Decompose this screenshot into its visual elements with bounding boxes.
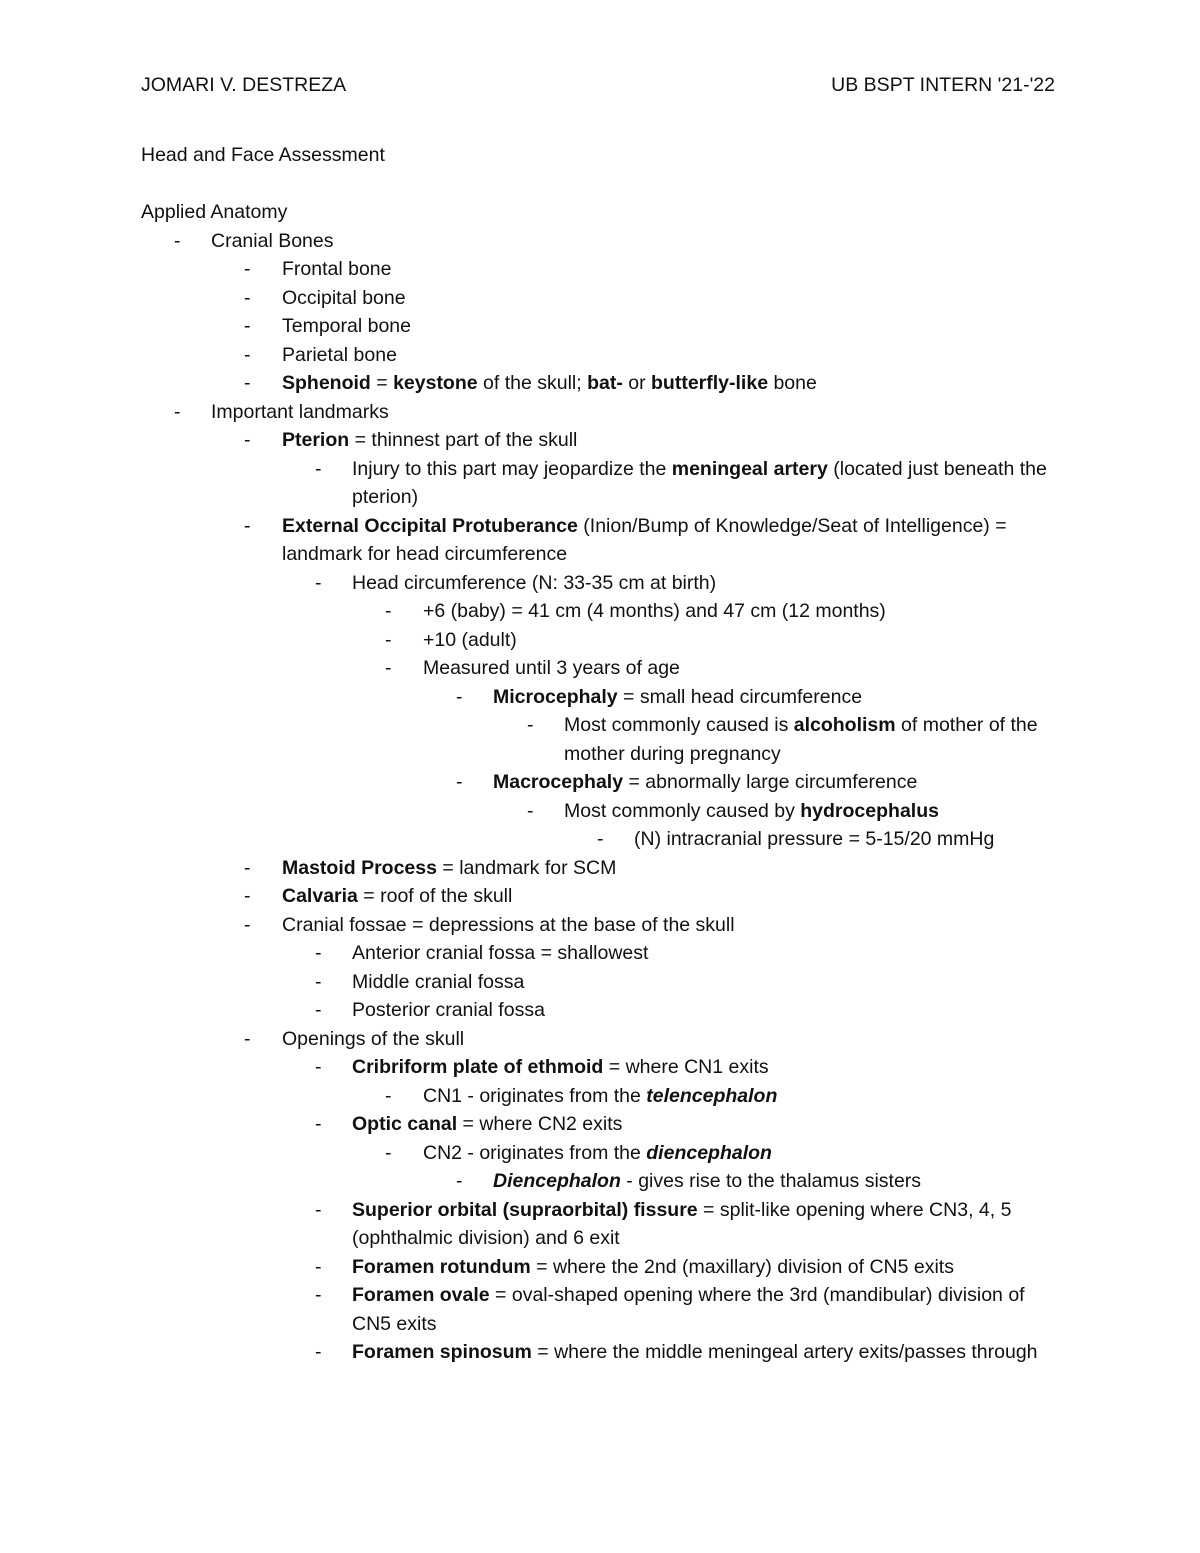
- bullet-dash: -: [244, 429, 251, 451]
- bullet-dash: -: [244, 913, 251, 936]
- bullet-dash: -: [456, 771, 463, 793]
- bullet-dash: -: [385, 1084, 392, 1107]
- bullet-dash: -: [385, 1141, 392, 1164]
- outline-item: [141, 1082, 1061, 1111]
- text-run: CN2 - originates from the: [423, 1141, 647, 1164]
- text-run: = where CN2 exits: [457, 1113, 623, 1135]
- emphasis-term: telencephalon: [646, 1084, 778, 1107]
- bold-term: Foramen rotundum: [352, 1255, 531, 1278]
- outline-item-text: [282, 312, 1061, 341]
- text-run: Applied Anatomy: [141, 201, 288, 223]
- text-run: Head circumference (N: 33-35 cm at birth): [352, 571, 717, 594]
- text-run: or: [622, 372, 652, 394]
- text-run: Occipital bone: [282, 286, 406, 309]
- outline-item: [141, 683, 1061, 712]
- text-run: Most commonly caused is: [564, 714, 794, 736]
- outline-item: [141, 626, 1061, 655]
- text-run: (located just beneath the pterion): [352, 457, 1047, 508]
- outline-item-text: [282, 341, 1061, 370]
- outline-item-text: [352, 569, 1061, 598]
- text-run: Frontal bone: [282, 258, 392, 280]
- outline-item-text: [352, 968, 1061, 997]
- outline-item-text: [352, 939, 1061, 968]
- outline-item-text: [493, 768, 1061, 797]
- emphasis-term: diencephalon: [646, 1141, 772, 1164]
- outline-item: [141, 398, 1061, 427]
- bold-term: Foramen ovale: [352, 1284, 490, 1306]
- outline-item: [141, 968, 1061, 997]
- outline-item-text: [282, 512, 1061, 569]
- outline-item: [141, 854, 1061, 883]
- bold-term: Calvaria: [282, 885, 358, 907]
- text-run: (Inion/Bump of Knowledge/Seat of Intelligence) = landmark for head circumference: [282, 514, 1007, 565]
- outline-item: [141, 1167, 1061, 1196]
- outline-item: [141, 1053, 1061, 1082]
- outline-item-text: [352, 1281, 1061, 1338]
- outline-item-text: [352, 1338, 1061, 1367]
- bullet-dash: -: [315, 1341, 322, 1363]
- bold-term: Cribriform plate of ethmoid: [352, 1056, 604, 1078]
- bold-term: Superior orbital (supraorbital) fissure: [352, 1198, 698, 1221]
- outline-item-text: [282, 911, 1061, 940]
- outline-item-text: [423, 1082, 1061, 1111]
- bullet-dash: -: [244, 856, 251, 879]
- outline-item: [141, 1253, 1061, 1282]
- bullet-dash: -: [315, 1198, 322, 1221]
- text-run: Parietal bone: [282, 343, 397, 366]
- outline-item: [141, 1110, 1061, 1139]
- bullet-dash: -: [244, 1027, 251, 1050]
- outline-item: [141, 768, 1061, 797]
- text-run: Cranial fossae = depressions at the base of the skull: [282, 913, 735, 936]
- bullet-dash: -: [315, 1255, 322, 1278]
- outline-item-text: [282, 369, 1061, 398]
- text-run: of mother of the mother during pregnancy: [564, 714, 1038, 765]
- outline-item: [141, 825, 1061, 854]
- outline-item-text: [141, 198, 1061, 227]
- text-run: - gives rise to the thalamus sisters: [620, 1170, 922, 1192]
- bullet-dash: -: [385, 657, 392, 679]
- outline-item-text: [282, 255, 1061, 284]
- outline-item: [141, 569, 1061, 598]
- outline-item: [141, 939, 1061, 968]
- bullet-dash: -: [244, 372, 251, 394]
- text-run: = abnormally large circumference: [623, 771, 918, 793]
- text-run: Openings of the skull: [282, 1027, 465, 1050]
- outline-item: [141, 996, 1061, 1025]
- bullet-dash: -: [456, 685, 463, 708]
- bold-term: butterfly-like: [651, 372, 769, 394]
- text-run: = roof of the skull: [357, 885, 513, 907]
- text-run: Measured until 3 years of age: [423, 657, 680, 679]
- outline-item-text: [423, 597, 1061, 626]
- text-run: Most commonly caused by: [564, 799, 801, 822]
- outline-item: [141, 198, 1061, 227]
- outline-item-text: [423, 654, 1061, 683]
- text-run: Posterior cranial fossa: [352, 999, 545, 1021]
- bullet-dash: -: [244, 343, 251, 366]
- text-run: = split-like opening where CN3, 4, 5 (ophthalmic division) and 6 exit: [352, 1198, 1012, 1249]
- text-run: +6 (baby) = 41 cm (4 months) and 47 cm (12 months): [423, 600, 886, 622]
- bold-term: Foramen spinosum: [352, 1341, 532, 1363]
- outline-item: [141, 911, 1061, 940]
- text-run: Anterior cranial fossa = shallowest: [352, 942, 649, 964]
- bold-term: Sphenoid: [282, 372, 371, 394]
- outline-item: [141, 284, 1061, 313]
- outline-item: [141, 882, 1061, 911]
- bold-term: Optic canal: [352, 1113, 458, 1135]
- text-run: = where the 2nd (maxillary) division of CN5 exits: [530, 1255, 954, 1278]
- text-run: Injury to this part may jeopardize the: [352, 457, 672, 480]
- bold-term: hydrocephalus: [800, 799, 939, 822]
- bold-term: alcoholism: [793, 714, 896, 736]
- bullet-dash: -: [244, 286, 251, 309]
- outline-item: [141, 369, 1061, 398]
- outline-item: [141, 1281, 1061, 1338]
- outline-item-text: [211, 227, 1061, 256]
- outline-item-text: [352, 1053, 1061, 1082]
- outline-item-text: [352, 1110, 1061, 1139]
- outline-item-text: [423, 1139, 1061, 1168]
- bullet-dash: -: [315, 457, 322, 480]
- bullet-dash: -: [315, 970, 322, 993]
- outline-item: [141, 341, 1061, 370]
- outline-item-text: [352, 996, 1061, 1025]
- bullet-dash: -: [385, 628, 392, 651]
- bullet-dash: -: [244, 514, 251, 537]
- outline-item: [141, 255, 1061, 284]
- outline-item: [141, 426, 1061, 455]
- text-run: =: [370, 372, 394, 394]
- bullet-dash: -: [597, 828, 604, 850]
- page-title: Head and Face Assessment: [141, 144, 385, 166]
- outline-item-text: [352, 1196, 1061, 1253]
- text-run: (N) intracranial pressure = 5-15/20 mmHg: [634, 828, 995, 850]
- text-run: +10 (adult): [423, 628, 517, 651]
- bullet-dash: -: [385, 600, 392, 622]
- header-course: UB BSPT INTERN '21-'22: [831, 74, 1055, 96]
- outline-item: [141, 1139, 1061, 1168]
- text-run: Temporal bone: [282, 315, 411, 337]
- text-run: = landmark for SCM: [436, 856, 617, 879]
- text-run: = where the middle meningeal artery exits/passes through: [531, 1341, 1038, 1363]
- text-run: = oval-shaped opening where the 3rd (mandibular) division of CN5 exits: [352, 1284, 1025, 1335]
- outline-item-text: [564, 711, 1061, 768]
- bullet-dash: -: [315, 1284, 322, 1306]
- bullet-dash: -: [244, 315, 251, 337]
- outline-item: [141, 455, 1061, 512]
- text-run: = where CN1 exits: [603, 1056, 769, 1078]
- bold-term: keystone: [393, 372, 478, 394]
- bullet-dash: -: [244, 258, 251, 280]
- bullet-dash: -: [315, 1113, 322, 1135]
- text-run: Cranial Bones: [211, 229, 334, 252]
- outline-item-text: [493, 1167, 1061, 1196]
- bullet-dash: -: [244, 885, 251, 907]
- bold-term: bat-: [587, 372, 623, 394]
- outline-item-text: [282, 284, 1061, 313]
- outline-item: [141, 1338, 1061, 1367]
- outline-item: [141, 711, 1061, 768]
- outline-item-text: [282, 882, 1061, 911]
- header-author: JOMARI V. DESTREZA: [141, 74, 347, 96]
- text-run: Middle cranial fossa: [352, 970, 525, 993]
- bold-term: Pterion: [282, 429, 350, 451]
- outline-item: [141, 654, 1061, 683]
- bold-term: meningeal artery: [671, 457, 828, 480]
- text-run: = small head circumference: [617, 685, 863, 708]
- outline-item-text: [282, 1025, 1061, 1054]
- bullet-dash: -: [456, 1170, 463, 1192]
- bullet-dash: -: [174, 400, 181, 423]
- bullet-dash: -: [527, 799, 534, 822]
- outline-item-text: [493, 683, 1061, 712]
- outline-item: [141, 1025, 1061, 1054]
- bold-term: External Occipital Protuberance: [282, 514, 578, 537]
- outline-item-text: [352, 455, 1061, 512]
- outline-item: [141, 1196, 1061, 1253]
- outline-item-text: [423, 626, 1061, 655]
- outline-item-text: [211, 398, 1061, 427]
- outline-item: [141, 227, 1061, 256]
- bullet-dash: -: [315, 571, 322, 594]
- outline-item: [141, 597, 1061, 626]
- text-run: of the skull;: [477, 372, 588, 394]
- outline-item-text: [282, 426, 1061, 455]
- outline-item-text: [282, 854, 1061, 883]
- bold-term: Microcephaly: [493, 685, 618, 708]
- emphasis-term: Diencephalon: [493, 1170, 621, 1192]
- outline-item-text: [564, 797, 1061, 826]
- bold-term: Mastoid Process: [282, 856, 437, 879]
- outline-item: [141, 797, 1061, 826]
- bullet-dash: -: [174, 229, 181, 252]
- bullet-dash: -: [527, 714, 534, 736]
- text-run: CN1 - originates from the: [423, 1084, 647, 1107]
- bold-term: Macrocephaly: [493, 771, 624, 793]
- outline-item: [141, 512, 1061, 569]
- text-run: Important landmarks: [211, 400, 389, 423]
- notes-outline: [141, 198, 1061, 1367]
- bullet-dash: -: [315, 999, 322, 1021]
- outline-item-text: [634, 825, 1061, 854]
- text-run: = thinnest part of the skull: [349, 429, 578, 451]
- text-run: bone: [768, 372, 817, 394]
- bullet-dash: -: [315, 1056, 322, 1078]
- bullet-dash: -: [315, 942, 322, 964]
- outline-item-text: [352, 1253, 1061, 1282]
- outline-item: [141, 312, 1061, 341]
